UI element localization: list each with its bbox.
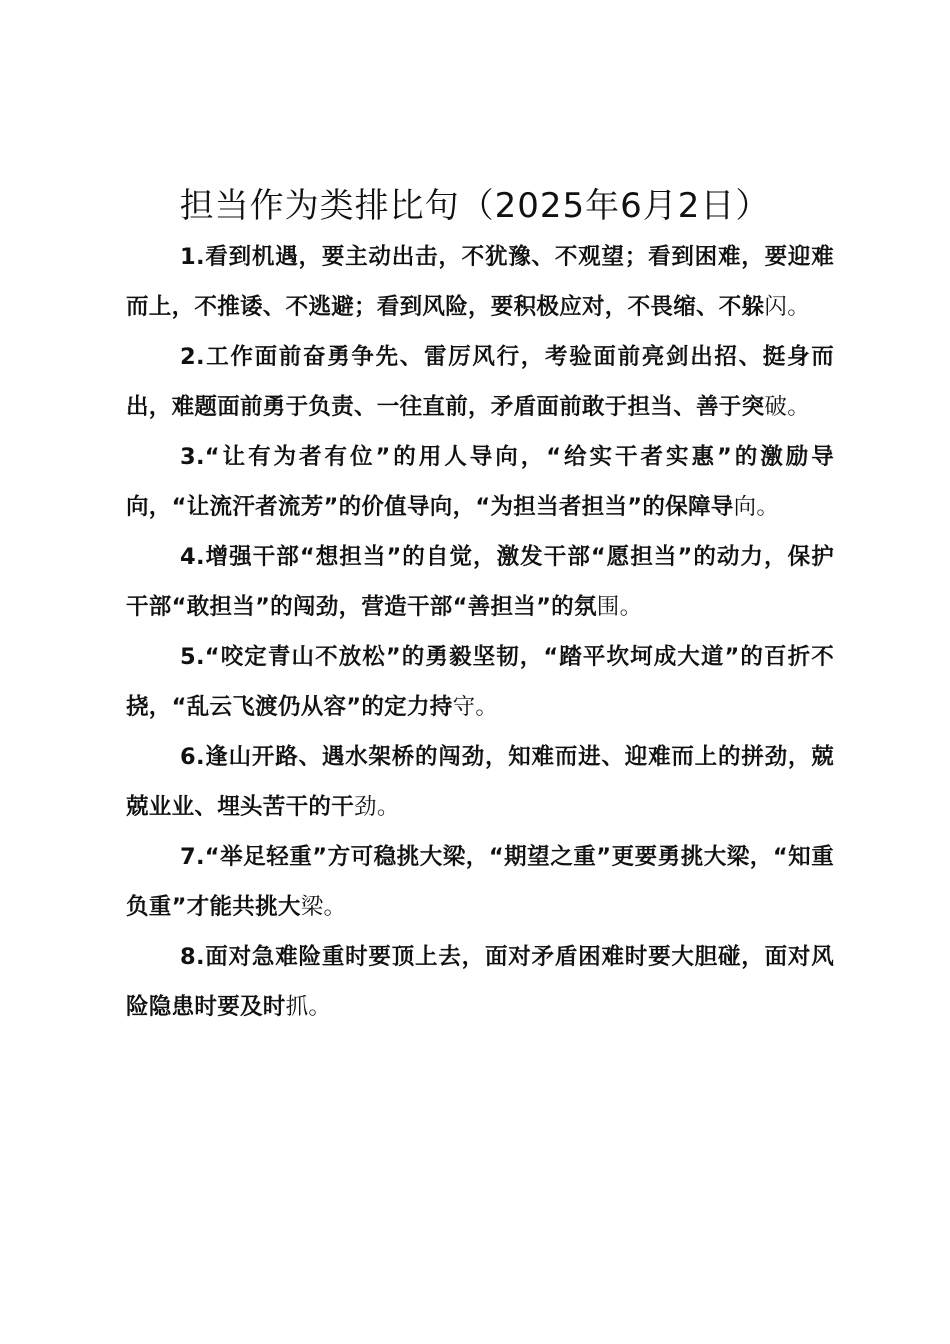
paragraph-5: [126, 632, 834, 732]
paragraph-8: [126, 932, 834, 1032]
paragraph-text: 1.看到机遇，要主动出击，不犹豫、不观望；看到困难，要迎难而上，不推诿、不逃避；看到风险，要积极应对，不畏缩、不躲: [126, 244, 834, 320]
paragraph-text: 3.“让有为者有位”的用人导向，“给实干者实惠”的激励导向，“让流汗者流芳”的价值导向，“为担当者担当”的保障导: [126, 444, 834, 520]
paragraph-3: [126, 432, 834, 532]
paragraph-text: 8.面对急难险重时要顶上去，面对矛盾困难时要大胆碰，面对风险隐患时要及时: [126, 944, 834, 1020]
paragraph-text: 2.工作面前奋勇争先、雷厉风行，考验面前亮剑出招、挺身而出，难题面前勇于负责、一往直前，矛盾面前敢于担当、善于突: [126, 344, 834, 420]
paragraph-tail: 抓。: [285, 994, 332, 1020]
paragraph-tail: 闪。: [764, 294, 811, 320]
paragraph-text: 5.“咬定青山不放松”的勇毅坚韧，“踏平坎坷成大道”的百折不挠，“乱云飞渡仍从容”的定力持: [126, 644, 834, 720]
paragraph-text: 4.增强干部“想担当”的自觉，激发干部“愿担当”的动力，保护干部“敢担当”的闯劲，营造干部“善担当”的氛: [126, 544, 834, 620]
document-title: 担当作为类排比句（2025年6月2日）: [179, 186, 771, 226]
paragraph-2: [126, 332, 834, 432]
paragraph-1: [126, 232, 834, 332]
paragraph-tail: 破。: [764, 394, 811, 420]
paragraph-text: 7.“举足轻重”方可稳挑大梁，“期望之重”更要勇挑大梁，“知重负重”才能共挑大: [126, 844, 834, 920]
paragraph-7: [126, 832, 834, 932]
paragraph-text: 6.逢山开路、遇水架桥的闯劲，知难而进、迎难而上的拼劲，兢兢业业、埋头苦干的干: [126, 744, 834, 820]
paragraph-tail: 向。: [733, 494, 780, 520]
paragraph-tail: 劲。: [354, 794, 400, 820]
paragraph-tail: 围。: [596, 594, 643, 620]
paragraph-tail: 梁。: [300, 894, 347, 920]
paragraph-tail: 守。: [452, 694, 499, 720]
document-body: [126, 232, 834, 1032]
paragraph-4: [126, 532, 834, 632]
paragraph-6: [126, 732, 834, 832]
